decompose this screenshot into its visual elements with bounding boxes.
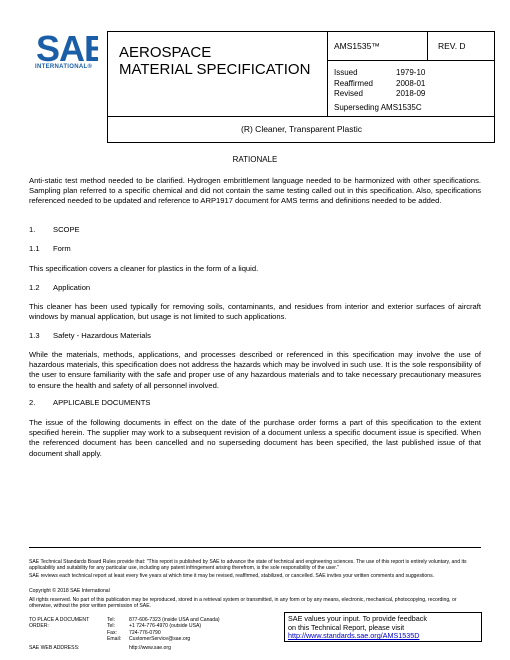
contact-value: 877-606-7323 (inside USA and Canada) xyxy=(129,617,220,623)
rationale-heading: RATIONALE xyxy=(232,155,278,164)
spec-header-box xyxy=(107,31,495,143)
section-text-1-1: This specification covers a cleaner for plastics in the form of a liquid. xyxy=(29,264,259,273)
contact-value: +1 724-776-4970 (outside USA) xyxy=(129,623,202,630)
spec-type-line1: AEROSPACE xyxy=(119,44,212,61)
order-label: TO PLACE A DOCUMENT ORDER: xyxy=(29,617,90,630)
section-title: APPLICABLE DOCUMENTS xyxy=(53,398,151,407)
footer-divider xyxy=(29,547,481,548)
date-label: Reaffirmed xyxy=(334,78,373,88)
rationale-text: Anti-static test method needed to be clarified. Hydrogen embrittlement language needed to be harmonized with other specifications. Sampling plan referred to a specific chemical and did not contain the same testing called out in this specification. Also, specifications referenced needed to be updated and reference to ARP1917 document for AMS terms and definitions needed to be added. xyxy=(29,176,481,206)
section-number: 2. xyxy=(29,398,36,407)
section-title: Safety - Hazardous Materials xyxy=(53,331,151,340)
revision: REV. D xyxy=(438,41,466,51)
divider xyxy=(327,60,495,61)
sae-logo-subtext: INTERNATIONAL® xyxy=(35,64,93,70)
section-title: Form xyxy=(53,244,71,253)
date-label: Revised xyxy=(334,89,363,98)
date-value: 2008-01 xyxy=(396,78,426,88)
feedback-box xyxy=(284,612,482,642)
contact-key: Fax: xyxy=(107,629,117,636)
section-heading-1-3 xyxy=(29,331,151,340)
spec-id: AMS1535™ xyxy=(334,41,380,51)
date-list xyxy=(334,68,425,100)
web-address-label: SAE WEB ADDRESS: xyxy=(29,645,80,651)
section-number: 1.2 xyxy=(29,283,40,292)
date-value: 1979-10 xyxy=(396,68,426,77)
footer-review-note: SAE reviews each technical report at least every five years at which time it may be revised, reaffirmed, stabilized, or cancelled. SAE invites your written comments and suggestions. xyxy=(29,573,435,579)
contact-key: Tel: xyxy=(107,623,115,630)
section-heading-1-1 xyxy=(29,244,71,253)
footer-rules-note: SAE Technical Standards Board Rules provide that: "This report is published by SAE to advance the state of technical and engineering sciences. The use of this report is entirely voluntary, and its applicability and suitability for any particular use, including any patent infringement arising therefrom, is the sole responsibility of the user." xyxy=(29,559,467,572)
date-row xyxy=(334,89,425,100)
section-heading-1-2 xyxy=(29,283,90,292)
section-number: 1. xyxy=(29,225,36,234)
section-title: SCOPE xyxy=(53,225,80,234)
contact-email[interactable]: CustomerService@sae.org xyxy=(129,636,191,643)
date-value: 2018-09 xyxy=(396,89,426,98)
spec-type-line2: MATERIAL SPECIFICATION xyxy=(119,61,311,78)
divider xyxy=(327,32,328,116)
feedback-text-line2: on this Technical Report, please visit xyxy=(288,622,405,632)
date-row xyxy=(334,68,425,79)
contact-key: Tel: xyxy=(107,617,115,623)
section-title: Application xyxy=(53,283,91,292)
feedback-link[interactable]: http://www.standards.sae.org/AMS1535D xyxy=(288,631,420,641)
section-text-2: The issue of the following documents in effect on the date of the purchase order forms a part of this specification to the extent specified herein. The supplier may work to a subsequent revision of a document unless a specific document issue is specified. When the referenced document has been cancelled and no superseding document has been specified, the last published issue of that document shall apply. xyxy=(29,418,481,458)
section-number: 1.3 xyxy=(29,331,40,340)
spec-type-title xyxy=(119,44,310,78)
divider xyxy=(427,32,428,60)
superseding-note: Superseding AMS1535C xyxy=(334,103,422,112)
document-title: (R) Cleaner, Transparent Plastic xyxy=(241,124,362,134)
section-heading-2 xyxy=(29,398,150,407)
date-row xyxy=(334,79,425,90)
contact-key: Email: xyxy=(107,636,122,643)
web-address-link[interactable]: http://www.sae.org xyxy=(129,645,171,651)
section-text-1-3: While the materials, methods, applications, and processes described or referenced in this specification may involve the use of hazardous materials, this specification does not address the hazards which may be involved in such use. It is the sole responsibility of the user to ensure familiarity with the safe and proper use of any hazardous materials and to take necessary precautionary measures to ensure the health and safety of all personnel involved. xyxy=(29,350,481,390)
date-label: Issued xyxy=(334,68,358,77)
section-heading-1 xyxy=(29,225,80,234)
section-text-1-2: This cleaner has been used typically for removing soils, contaminants, and residues from interior and exterior surfaces of aircraft windows by manual application, but usage is not limited to such applications. xyxy=(29,302,481,322)
footer-rights: All rights reserved. No part of this publication may be reproduced, stored in a retrieval system or transmitted, in any form or by any means, electronic, mechanical, photocopying, recording, or otherwise, without the prior written permission of SAE. xyxy=(29,597,457,610)
sae-logo-text: SAE xyxy=(36,30,98,64)
section-number: 1.1 xyxy=(29,244,40,253)
footer-copyright: Copyright © 2018 SAE International xyxy=(29,588,110,594)
feedback-text-line1: SAE values your input. To provide feedback xyxy=(288,614,427,623)
contact-value: 724-776-0790 xyxy=(129,629,161,636)
